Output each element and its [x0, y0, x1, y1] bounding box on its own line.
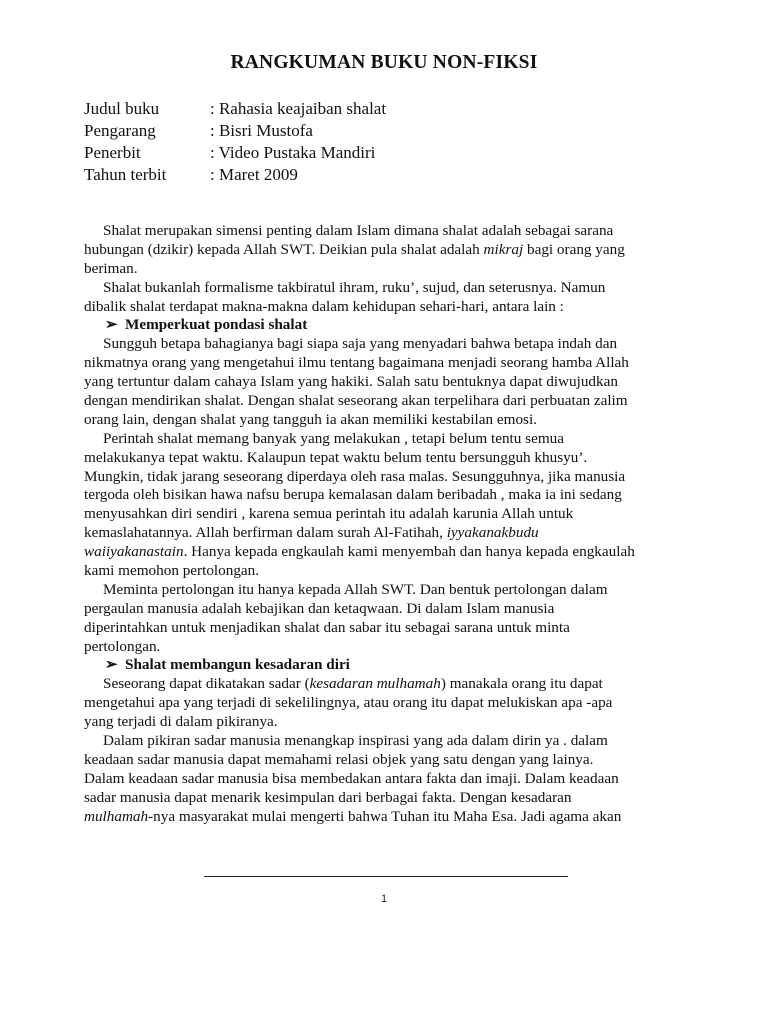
text-line: [84, 222, 694, 241]
text-segment: menyusahkan diri sendiri , karena semua perintah itu adalah karunia Allah untuk: [84, 505, 574, 523]
italic-term: iyyakanakbudu: [446, 524, 539, 542]
text-line: [84, 430, 694, 449]
text-line: [84, 808, 694, 827]
text-line: [84, 392, 694, 411]
text-segment: Shalat bukanlah formalisme takbiratul ihram, ruku’, sujud, dan seterusnya. Namun: [103, 278, 606, 296]
book-info-value: : Rahasia keajaiban shalat: [210, 99, 387, 118]
italic-term: mulhamah: [84, 807, 149, 825]
text-line: [84, 373, 694, 392]
italic-term: kesadaran mulhamah: [309, 675, 441, 693]
text-line: [84, 713, 694, 732]
text-segment: pergaulan manusia adalah kebajikan dan ketaqwaan. Di dalam Islam manusia: [84, 599, 555, 617]
text-line: [84, 751, 694, 770]
text-segment: melakukanya tepat waktu. Kalaupun tepat waktu belum tentu bersungguh khusyu’.: [84, 448, 588, 466]
text-line: [84, 638, 694, 657]
text-segment: Shalat merupakan simensi penting dalam Islam dimana shalat adalah sebagai sarana: [103, 222, 614, 239]
text-segment: Seseorang dapat dikatakan sadar (: [103, 675, 310, 693]
bullet-arrow-icon: ➢: [105, 316, 118, 334]
text-segment: diperintahkan untuk menjadikan shalat dan sabar itu sebagai sarana untuk minta: [84, 618, 570, 636]
book-info-value: : Bisri Mustofa: [210, 121, 313, 140]
book-info-row: [84, 98, 386, 120]
text-segment: yang tertuntur dalam cahaya Islam yang hakiki. Salah satu bentuknya dapat diwujudkan: [84, 373, 618, 391]
section-heading: [84, 656, 694, 675]
text-segment: sadar manusia dapat menarik kesimpulan dari berbagai fakta. Dengan kesadaran: [84, 788, 572, 806]
text-line: [84, 600, 694, 619]
text-line: [84, 335, 694, 354]
section-heading: [84, 316, 694, 335]
text-segment: yang terjadi di dalam pikiranya.: [84, 713, 278, 731]
text-line: [84, 732, 694, 751]
footer-divider: [204, 876, 568, 877]
book-info-row: [84, 164, 386, 186]
text-line: [84, 411, 694, 430]
book-info: [84, 98, 386, 186]
text-segment: Memperkuat pondasi shalat: [125, 316, 308, 334]
italic-term: mikraj: [483, 240, 524, 258]
text-line: [84, 468, 694, 487]
bullet-arrow-icon: ➢: [105, 656, 118, 674]
text-segment: dibalik shalat terdapat makna-makna dalam kehidupan sehari-hari, antara lain :: [84, 297, 564, 315]
text-line: [84, 770, 694, 789]
text-line: [84, 543, 694, 562]
text-segment: Perintah shalat memang banyak yang melakukan , tetapi belum tentu semua: [103, 429, 564, 447]
text-segment: mengetahui apa yang terjadi di sekelilingnya, atau orang itu dapat melukiskan apa -apa: [84, 694, 613, 712]
text-line: [84, 694, 694, 713]
text-segment: beriman.: [84, 259, 138, 277]
text-segment: Meminta pertolongan itu hanya kepada Allah SWT. Dan bentuk pertolongan dalam: [103, 580, 608, 598]
text-segment: kami memohon pertolongan.: [84, 562, 260, 580]
text-segment: bagi orang yang: [523, 240, 625, 258]
book-info-label: Tahun terbit: [84, 165, 167, 184]
text-line: [84, 562, 694, 581]
text-line: [84, 675, 694, 694]
text-segment: kemaslahatannya. Allah berfirman dalam surah Al-Fatihah,: [84, 524, 447, 542]
page-number: 1: [380, 893, 388, 905]
text-line: [84, 241, 694, 260]
text-segment: Mungkin, tidak jarang seseorang diperdaya oleh rasa malas. Sesungguhnya, jika manusia: [84, 467, 626, 485]
text-segment: ) manakala orang itu dapat: [440, 675, 603, 693]
text-segment: hubungan (dzikir) kepada Allah SWT. Deikian pula shalat adalah: [84, 240, 484, 258]
book-info-value: : Maret 2009: [210, 165, 298, 184]
text-segment: Sungguh betapa bahagianya bagi siapa saja yang menyadari bahwa betapa indah dan: [103, 335, 618, 353]
text-segment: pertolongan.: [84, 637, 161, 655]
book-info-value: : Video Pustaka Mandiri: [210, 143, 376, 162]
text-segment: keadaan sadar manusia dapat memahami relasi objek yang satu dengan yang lainya.: [84, 750, 594, 768]
text-line: [84, 260, 694, 279]
body-text: [84, 222, 694, 827]
text-segment: nikmatnya orang yang mengetahui ilmu tentang bagaimana menjadi seorang hamba Allah: [84, 354, 629, 372]
text-line: [84, 524, 694, 543]
text-segment: Dalam pikiran sadar manusia menangkap inspirasi yang ada dalam dirin ya . dalam: [103, 732, 608, 750]
book-info-label: Penerbit: [84, 143, 141, 162]
text-segment: Dalam keadaan sadar manusia bisa membedakan antara fakta dan imaji. Dalam keadaan: [84, 769, 619, 787]
document-title: RANGKUMAN BUKU NON-FIKSI: [230, 52, 538, 73]
text-line: [84, 279, 694, 298]
book-info-row: [84, 142, 386, 164]
italic-term: waiiyakanastain: [84, 543, 184, 561]
text-line: [84, 298, 694, 317]
text-line: [84, 581, 694, 600]
text-line: [84, 449, 694, 468]
text-line: [84, 789, 694, 808]
text-segment: -nya masyarakat mulai mengerti bahwa Tuhan itu Maha Esa. Jadi agama akan: [148, 807, 622, 825]
book-info-label: Judul buku: [84, 99, 160, 118]
text-segment: orang lain, dengan shalat yang tangguh ia akan memiliki kestabilan emosi.: [84, 410, 537, 428]
text-segment: dengan mendirikan shalat. Dengan shalat seseorang akan terpelihara dari perbuatan zalim: [84, 392, 628, 410]
text-segment: Shalat membangun kesadaran diri: [125, 656, 350, 674]
text-line: [84, 619, 694, 638]
text-segment: tergoda oleh bisikan hawa nafsu berupa kemalasan dalam beribadah , maka ia ini sedang: [84, 486, 622, 504]
book-info-row: [84, 120, 386, 142]
book-info-label: Pengarang: [84, 121, 156, 140]
text-line: [84, 505, 694, 524]
text-line: [84, 354, 694, 373]
text-segment: . Hanya kepada engkaulah kami menyembah dan hanya kepada engkaulah: [183, 543, 635, 561]
text-line: [84, 486, 694, 505]
